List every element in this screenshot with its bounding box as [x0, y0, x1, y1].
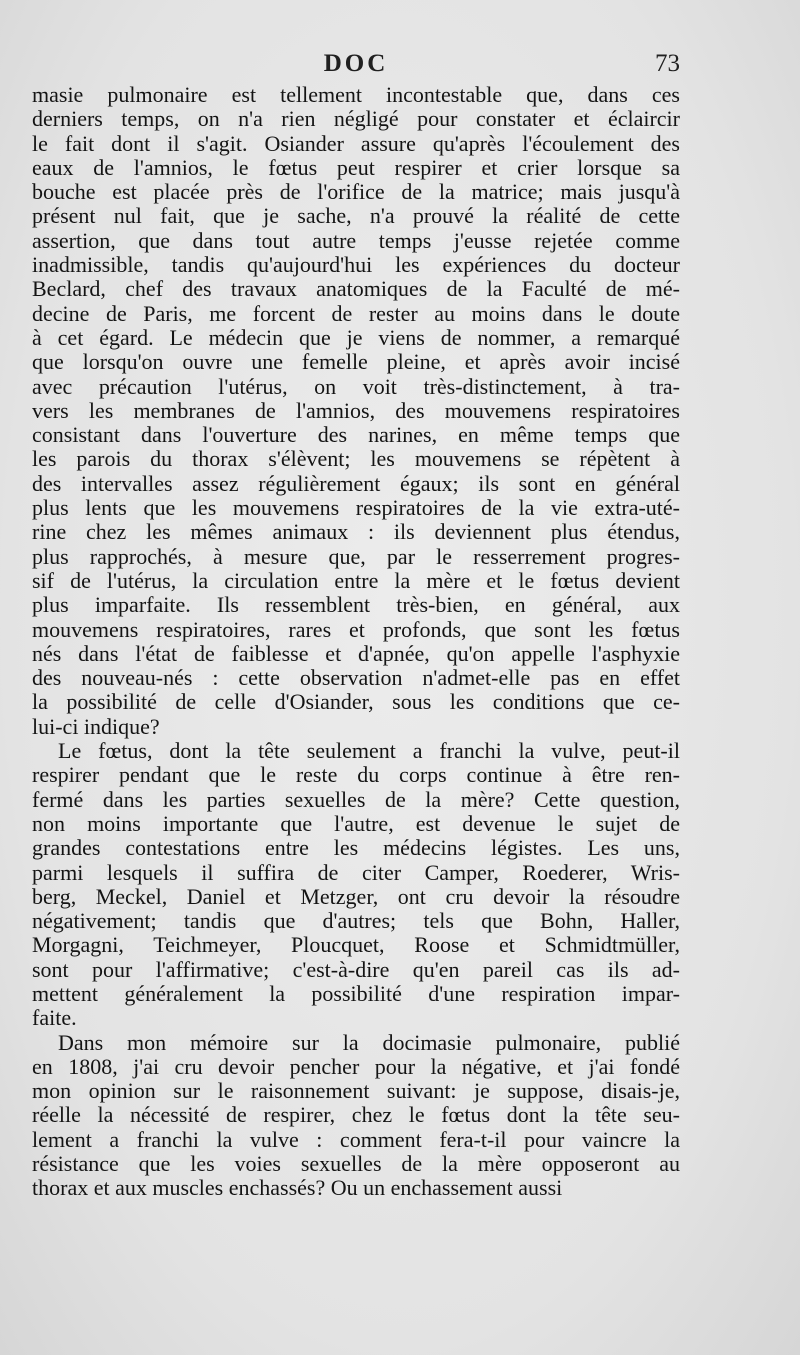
text-line: Le fœtus, dont la tête seulement a franchi la vulve, peut-il	[58, 738, 680, 764]
text-line: rine chez les mêmes animaux : ils deviennent plus étendus,	[32, 519, 680, 545]
text-line: fermé dans les parties sexuelles de la mère? Cette question,	[32, 786, 680, 812]
text-line: plus rapprochés, à mesure que, par le resserrement progres-	[32, 543, 680, 569]
page-number: 73	[655, 50, 680, 77]
text-line: faite.	[32, 1005, 77, 1031]
text-line: réelle la nécessité de respirer, chez le fœtus dont la tête seu-	[32, 1102, 680, 1128]
text-line: en 1808, j'ai cru devoir pencher pour la négative, et j'ai fondé	[32, 1053, 680, 1079]
text-line: derniers temps, on n'a rien négligé pour constater et éclaircir	[32, 106, 680, 132]
text-line: mon opinion sur le raisonnement suivant: je suppose, disais-je,	[32, 1078, 680, 1104]
text-line: plus imparfaite. Ils ressemblent très-bien, en général, aux	[32, 592, 680, 618]
text-line: masie pulmonaire est tellement incontestable que, dans ces	[32, 82, 680, 107]
text-line: lement a franchi la vulve : comment fera-t-il pour vaincre la	[32, 1126, 680, 1152]
running-head-title: DOC	[323, 50, 389, 77]
text-line: berg, Meckel, Daniel et Metzger, ont cru devoir la résoudre	[32, 883, 680, 909]
text-line: sif de l'utérus, la circulation entre la mère et le fœtus devient	[32, 567, 680, 593]
text-line: des intervalles assez régulièrement égaux; ils sont en général	[32, 470, 680, 496]
text-line: sont pour l'affirmative; c'est-à-dire qu'en pareil cas ils ad-	[32, 956, 680, 982]
text-line: parmi lesquels il suffira de citer Camper, Roederer, Wris-	[32, 859, 680, 885]
text-line: plus lents que les mouvemens respiratoires de la vie extra-uté-	[32, 495, 680, 521]
text-line: Morgagni, Teichmeyer, Ploucquet, Roose et Schmidtmüller,	[32, 932, 680, 958]
text-line: Dans mon mémoire sur la docimasie pulmonaire, publié	[58, 1029, 680, 1055]
text-line: assertion, que dans tout autre temps j'eusse rejetée comme	[32, 227, 680, 253]
text-line: Beclard, chef des travaux anatomiques de la Faculté de mé-	[32, 276, 680, 302]
text-line: lui-ci indique?	[32, 713, 160, 739]
text-line: decine de Paris, me forcent de rester au moins dans le doute	[32, 300, 680, 326]
text-line: négativement; tandis que d'autres; tels que Bohn, Haller,	[32, 908, 680, 934]
text-line: grandes contestations entre les médecins légistes. Les uns,	[32, 835, 680, 861]
text-line: thorax et aux muscles enchassés? Ou un enchassement aussi	[32, 1175, 563, 1201]
text-line: vers les membranes de l'amnios, des mouvemens respiratoires	[32, 397, 680, 423]
text-line: bouche est placée près de l'orifice de la matrice; mais jusqu'à	[32, 179, 680, 205]
text-line: mouvemens respiratoires, rares et profonds, que sont les fœtus	[32, 616, 680, 642]
paragraph-2	[32, 739, 680, 1031]
paragraph-3	[32, 1031, 680, 1201]
running-head	[32, 50, 680, 84]
text-line: avec précaution l'utérus, on voit très-distinctement, à tra-	[32, 373, 680, 399]
text-line: le fait dont il s'agit. Osiander assure qu'après l'écoulement des	[32, 130, 680, 156]
text-line: des nouveau-nés : cette observation n'admet-elle pas en effet	[32, 665, 680, 691]
text-line: consistant dans l'ouverture des narines, en même temps que	[32, 422, 680, 448]
text-line: résistance que les voies sexuelles de la mère opposeront au	[32, 1151, 680, 1177]
paragraph-1	[32, 83, 680, 739]
text-line: respirer pendant que le reste du corps continue à être ren-	[32, 762, 680, 788]
text-line: inadmissible, tandis qu'aujourd'hui les expériences du docteur	[32, 252, 680, 278]
text-line: mettent généralement la possibilité d'une respiration impar-	[32, 980, 680, 1006]
text-line: la possibilité de celle d'Osiander, sous les conditions que ce-	[32, 689, 680, 715]
text-line: non moins importante que l'autre, est devenue le sujet de	[32, 810, 680, 836]
body-text	[32, 83, 680, 1201]
text-line: eaux de l'amnios, le fœtus peut respirer et crier lorsque sa	[32, 154, 680, 180]
text-line: à cet égard. Le médecin que je viens de nommer, a remarqué	[32, 324, 680, 350]
text-line: nés dans l'état de faiblesse et d'apnée, qu'on appelle l'asphyxie	[32, 640, 680, 666]
text-line: présent nul fait, que je sache, n'a prouvé la réalité de cette	[32, 203, 680, 229]
text-line: les parois du thorax s'élèvent; les mouvemens se répètent à	[32, 446, 680, 472]
text-line: que lorsqu'on ouvre une femelle pleine, et après avoir incisé	[32, 349, 680, 375]
